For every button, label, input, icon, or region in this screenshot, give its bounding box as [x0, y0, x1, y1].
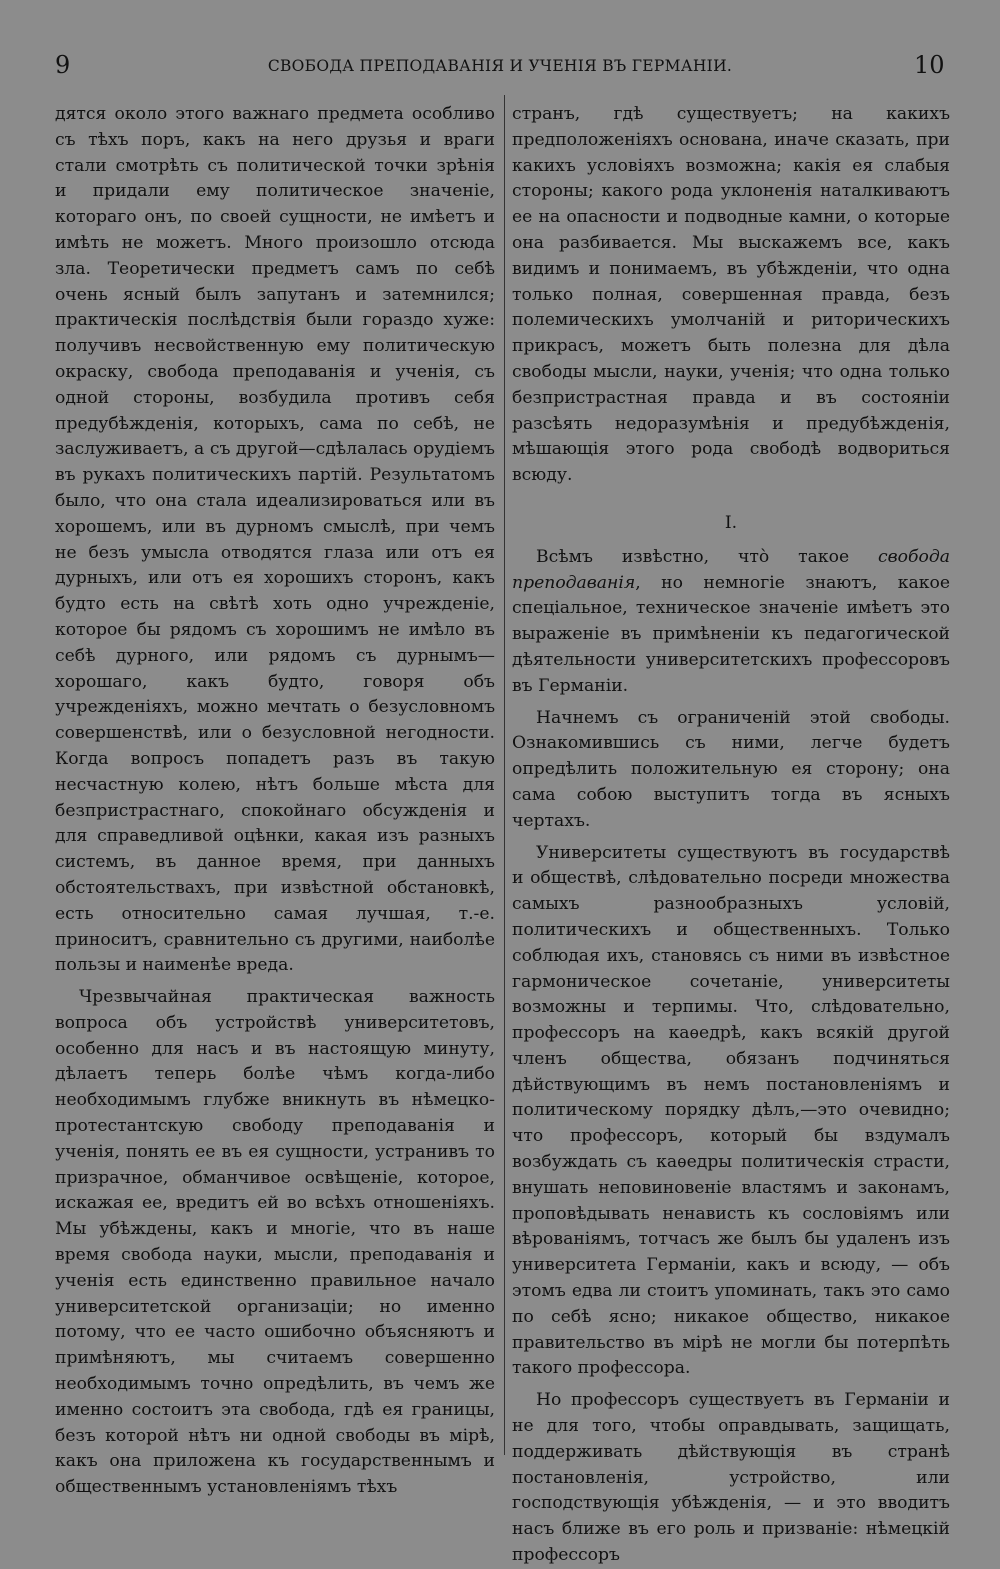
page-header [0, 50, 1000, 80]
paragraph-text: , но немногіе знаютъ, какое спеціальное, техническое значеніе имѣетъ это выраженіе въ примѣненіи къ педагогической дѣятельности университетскихъ профессоровъ въ Германіи. [512, 572, 950, 696]
paragraph: Начнемъ съ ограниченій этой свободы. Ознакомившись съ ними, легче будетъ опредѣлить положительную ея сторону; она сама собою выступитъ тогда въ ясныхъ чертахъ. [512, 707, 950, 831]
right-column [512, 102, 950, 1569]
paragraph-text: Всѣмъ извѣстно, что̀ такое [536, 546, 879, 567]
paragraph [512, 545, 950, 700]
paragraph: странъ, гдѣ существуетъ; на какихъ предположеніяхъ основана, иначе сказать, при какихъ условіяхъ возможна; какія ея слабыя стороны; какого рода уклоненія наталкиваютъ ее на опасности и подводные камни, о которые она разбивается. Мы выскажемъ все, какъ видимъ и понимаемъ, въ убѣжденіи, что одна только полная, совершенная правда, безъ полемическихъ умолчаній и риторическихъ прикрасъ, можетъ быть полезна для дѣла свободы мысли, науки, ученія; что одна только безпристрастная правда и въ состояніи разсѣять недоразумѣнія и предубѣжденія, мѣшающія этого рода свободѣ водвориться всюду. [512, 104, 950, 486]
paragraph: Но профессоръ существуетъ въ Германіи и не для того, чтобы оправдывать, защищать, поддерживать дѣйствующія въ странѣ постановленія, устройство, или господствующія убѣжденія, — и это вводитъ насъ ближе въ его роль и призваніе: нѣмецкій профессоръ [512, 1390, 950, 1566]
column-divider [504, 95, 505, 1455]
section-heading: I. [724, 512, 738, 533]
running-title: СВОБОДА ПРЕПОДАВАНІЯ И УЧЕНІЯ ВЪ ГЕРМАНІИ. [267, 57, 733, 75]
page-number-right: 10 [914, 51, 945, 79]
left-column [55, 102, 495, 1501]
paragraph: Чрезвычайная практическая важность вопроса объ устройствѣ университетовъ, особенно для насъ и въ настоящую минуту, дѣлаетъ теперь болѣе чѣмъ когда-либо необходимымъ глубже вникнуть въ нѣмецко-протестантскую свободу преподаванія и ученія, понять ее въ ея сущности, устранивъ то призрачное, обманчивое освѣщеніе, которое, искажая ее, вредитъ ей во всѣхъ отношеніяхъ. Мы убѣждены, какъ и многіе, что въ наше время свобода науки, мысли, преподаванія и ученія есть единственно правильное начало университетской организаціи; но именно потому, что ее часто ошибочно объясняютъ и примѣняютъ, мы считаемъ совершенно необходимымъ точно опредѣлить, въ чемъ же именно состоитъ эта свобода, гдѣ ея границы, безъ которой нѣтъ ни одной свободы въ мірѣ, какъ она приложена къ государственнымъ и общественнымъ установленіямъ тѣхъ [55, 987, 495, 1498]
emphasized-term: свобода преподаванія [512, 546, 950, 593]
page-number-left: 9 [55, 51, 71, 79]
paragraph: дятся около этого важнаго предмета особливо съ тѣхъ поръ, какъ на него друзья и враги стали смотрѣть съ политической точки зрѣнія и придали ему политическое значеніе, котораго онъ, по своей сущности, не имѣетъ и имѣть не можетъ. Много произошло отсюда зла. Теоретически предметъ самъ по себѣ очень ясный былъ запутанъ и затемнился; практическія послѣдствія были гораздо хуже: получивъ несвойственную ему политическую окраску, свобода преподаванія и ученія, съ одной стороны, возбудила противъ себя предубѣжденія, которыхъ, сама по себѣ, не заслуживаетъ, а съ другой—сдѣлалась орудіемъ въ рукахъ политическихъ партій. Результатомъ было, что она стала идеализироваться или въ хорошемъ, или въ дурномъ смыслѣ, при чемъ не безъ умысла отводятся глаза или отъ ея дурныхъ, или отъ ея хорошихъ сторонъ, какъ будто есть на свѣтѣ хоть одно учрежденіе, которое бы рядомъ съ хорошимъ не имѣло въ себѣ дурного, или рядомъ съ дурнымъ—хорошаго, какъ будто, говоря объ учрежденіяхъ, можно мечтать о безусловномъ совершенствѣ, или о безусловной негодности. Когда вопросъ попадетъ разъ въ такую несчастную колею, нѣтъ больше мѣста для безпристрастнаго, спокойнаго обсужденія и для справедливой оцѣнки, какая изъ разныхъ системъ, въ данное время, при данныхъ обстоятельствахъ, при извѣстной обстановкѣ, есть относительно самая лучшая, т.-е. приноситъ, сравнительно съ другими, наиболѣе пользы и наименѣе вреда. [55, 104, 495, 976]
paragraph: Университеты существуютъ въ государствѣ и обществѣ, слѣдовательно посреди множества самыхъ разнообразныхъ условій, политическихъ и общественныхъ. Только соблюдая ихъ, становясь съ ними въ извѣстное гармоническое сочетаніе, университеты возможны и терпимы. Что, слѣдовательно, профессоръ на каѳедрѣ, какъ всякій другой членъ общества, обязанъ подчиняться дѣйствующимъ въ немъ постановленіямъ и политическому порядку дѣлъ,—это очевидно; что профессоръ, который бы вздумалъ возбуждать съ каѳедры политическія страсти, внушать неповиновеніе властямъ и законамъ, проповѣдывать ненависть къ сословіямъ или вѣрованіямъ, тотчасъ же былъ бы удаленъ изъ университета Германіи, какъ и всюду, — объ этомъ едва ли стоитъ упоминать, такъ это само по себѣ ясно; никакое общество, никакое правительство въ мірѣ не могли бы потерпѣть такого профессора. [512, 842, 950, 1379]
